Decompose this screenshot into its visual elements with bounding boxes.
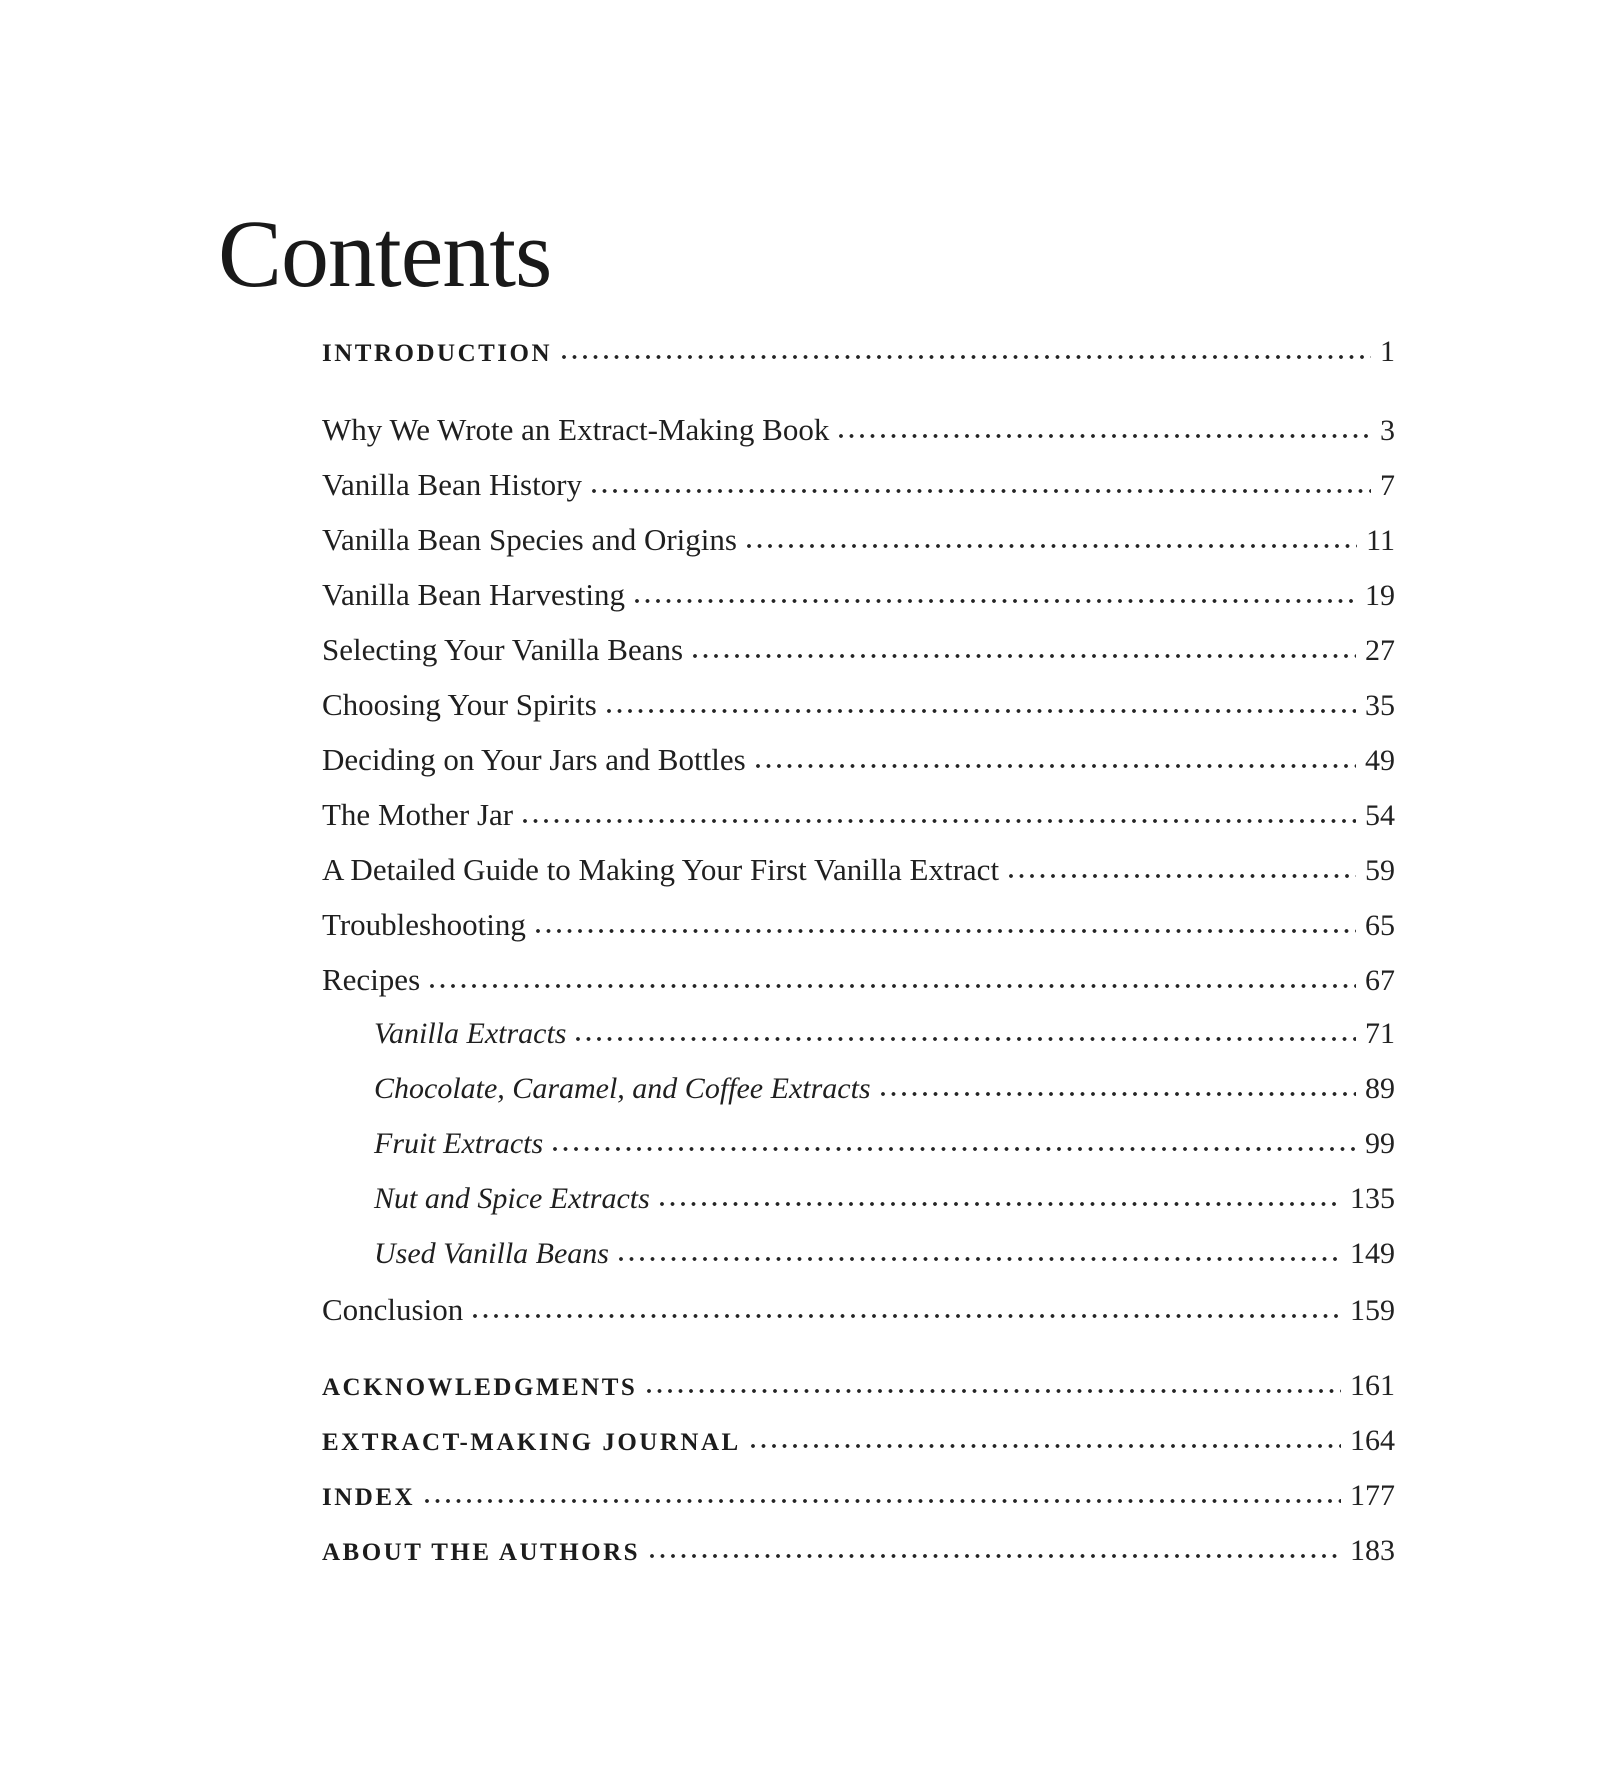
toc-entry-page: 27 — [1365, 634, 1395, 667]
toc-entry-label: INDEX — [322, 1484, 416, 1511]
toc-entry-label: Why We Wrote an Extract-Making Book — [322, 412, 830, 447]
toc-entry-page: 1 — [1380, 335, 1395, 368]
toc-entry-label: The Mother Jar — [322, 797, 514, 832]
toc-entry-label: Fruit Extracts — [374, 1127, 544, 1160]
toc-entry-page: 99 — [1365, 1127, 1395, 1160]
toc-entry-label: A Detailed Guide to Making Your First Vanilla Extract — [322, 852, 1000, 887]
page-title: Contents — [218, 200, 552, 308]
toc-entry-acknowledgments — [322, 1369, 1395, 1403]
toc-entry-label: Used Vanilla Beans — [374, 1237, 609, 1270]
toc-entry-mother-jar — [322, 797, 1395, 833]
toc-entry-jars-and-bottles — [322, 742, 1395, 778]
dot-leader — [619, 1257, 1341, 1261]
toc-entry-page: 183 — [1350, 1534, 1395, 1567]
dot-leader — [756, 764, 1356, 768]
toc-entry-label: INTRODUCTION — [322, 340, 553, 367]
toc-entry-introduction — [322, 335, 1395, 369]
dot-leader — [650, 1554, 1341, 1558]
toc-entry-page: 11 — [1366, 524, 1395, 557]
toc-entry-label: Chocolate, Caramel, and Coffee Extracts — [374, 1072, 871, 1105]
toc-entry-choosing-spirits — [322, 687, 1395, 723]
dot-leader — [430, 984, 1356, 988]
toc-entry-detailed-guide — [322, 852, 1395, 888]
dot-leader — [751, 1444, 1341, 1448]
toc-entry-index — [322, 1479, 1395, 1513]
toc-entry-page: 54 — [1365, 799, 1395, 832]
toc-entry-label: Selecting Your Vanilla Beans — [322, 632, 684, 667]
toc-entry-page: 71 — [1365, 1017, 1395, 1050]
toc-entry-page: 161 — [1350, 1369, 1395, 1402]
toc-entry-vanilla-bean-history — [322, 467, 1395, 503]
toc-entry-label: Troubleshooting — [322, 907, 526, 942]
toc-entry-chocolate-caramel-coffee — [322, 1072, 1395, 1106]
toc-entry-page: 177 — [1350, 1479, 1395, 1512]
toc-entry-label: Conclusion — [322, 1292, 464, 1327]
dot-leader — [635, 599, 1356, 603]
toc-entry-label: Vanilla Bean History — [322, 467, 583, 502]
toc-entry-page: 19 — [1365, 579, 1395, 612]
toc-entry-label: Nut and Spice Extracts — [374, 1182, 650, 1215]
toc-entry-conclusion — [322, 1292, 1395, 1328]
dot-leader — [693, 654, 1356, 658]
toc-entry-troubleshooting — [322, 907, 1395, 943]
dot-leader — [592, 489, 1371, 493]
dot-leader — [523, 819, 1356, 823]
toc-entry-fruit-extracts — [322, 1127, 1395, 1161]
toc-entry-label: Choosing Your Spirits — [322, 687, 597, 722]
toc-entry-label: Vanilla Extracts — [374, 1017, 567, 1050]
toc-entry-page: 135 — [1350, 1182, 1395, 1215]
toc-entry-about-the-authors — [322, 1534, 1395, 1568]
toc-entry-page: 149 — [1350, 1237, 1395, 1270]
toc-entry-page: 65 — [1365, 909, 1395, 942]
dot-leader — [839, 434, 1371, 438]
toc-entry-selecting-beans — [322, 632, 1395, 668]
dot-leader — [647, 1389, 1341, 1393]
dot-leader — [881, 1092, 1356, 1096]
toc-entry-page: 89 — [1365, 1072, 1395, 1105]
dot-leader — [660, 1202, 1341, 1206]
dot-leader — [607, 709, 1356, 713]
toc-entry-label: Deciding on Your Jars and Bottles — [322, 742, 746, 777]
toc-entry-page: 35 — [1365, 689, 1395, 722]
toc-entry-why-we-wrote — [322, 412, 1395, 448]
toc-entry-vanilla-extracts — [322, 1017, 1395, 1051]
dot-leader — [553, 1147, 1356, 1151]
toc-entry-species-and-origins — [322, 522, 1395, 558]
toc-entry-extract-making-journal — [322, 1424, 1395, 1458]
toc-entry-harvesting — [322, 577, 1395, 613]
toc-entry-label: Vanilla Bean Species and Origins — [322, 522, 737, 557]
dot-leader — [1009, 874, 1356, 878]
table-of-contents — [322, 0, 1395, 1766]
toc-entry-label: EXTRACT-MAKING JOURNAL — [322, 1429, 741, 1456]
toc-entry-label: Vanilla Bean Harvesting — [322, 577, 626, 612]
toc-entry-page: 7 — [1380, 469, 1395, 502]
toc-entry-page: 164 — [1350, 1424, 1395, 1457]
dot-leader — [747, 544, 1357, 548]
dot-leader — [425, 1499, 1341, 1503]
dot-leader — [562, 355, 1371, 359]
toc-entry-page: 67 — [1365, 964, 1395, 997]
toc-entry-label: Recipes — [322, 962, 421, 997]
dot-leader — [536, 929, 1356, 933]
toc-entry-label: ABOUT THE AUTHORS — [322, 1539, 641, 1566]
dot-leader — [576, 1037, 1356, 1041]
toc-entry-page: 59 — [1365, 854, 1395, 887]
toc-entry-label: ACKNOWLEDGMENTS — [322, 1374, 638, 1401]
toc-entry-page: 159 — [1350, 1294, 1395, 1327]
dot-leader — [473, 1314, 1341, 1318]
toc-entry-page: 49 — [1365, 744, 1395, 777]
toc-entry-recipes — [322, 962, 1395, 998]
toc-entry-used-vanilla-beans — [322, 1237, 1395, 1271]
toc-entry-page: 3 — [1380, 414, 1395, 447]
toc-entry-nut-and-spice-extracts — [322, 1182, 1395, 1216]
